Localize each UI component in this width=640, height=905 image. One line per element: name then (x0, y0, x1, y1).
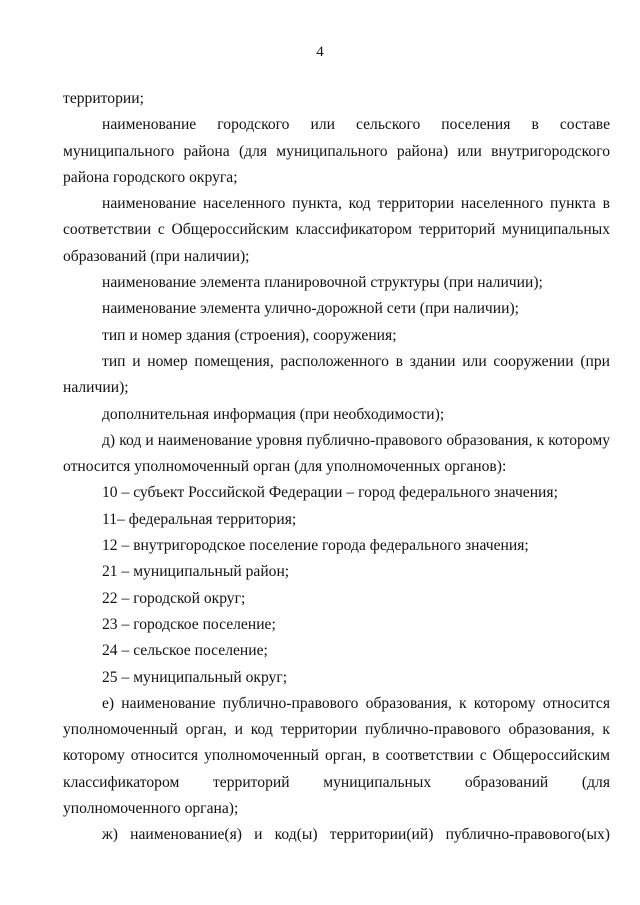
paragraph: наименование населенного пункта, код территории населенного пункта в соответствии с Общероссийским классификатором территорий муниципальных образований (при наличии); (63, 195, 610, 265)
document-body (63, 86, 610, 849)
paragraph: наименование городского или сельского поселения в составе муниципального района (для муниципального района) или внутригородского района городского округа; (63, 116, 610, 186)
paragraph: 22 – городской округ; (102, 589, 246, 607)
paragraph: наименование элемента планировочной структуры (при наличии); (102, 274, 543, 292)
paragraph: наименование элемента улично-дорожной сети (при наличии); (102, 300, 519, 318)
paragraph: е) наименование публично-правового образования, к которому относится уполномоченный орган, и код территории публично-правового образования, к которому относится уполномоченный орган, в соответствии с Общероссийским классификатором территорий муниципальных образований (для уполномоченного органа); (63, 694, 610, 818)
paragraph: 11– федеральная территория; (102, 510, 297, 528)
paragraph: д) код и наименование уровня публично-правового образования, к которому относится уполномоченный орган (для уполномоченных органов): (63, 431, 610, 476)
paragraph: 23 – городское поселение; (102, 615, 276, 633)
paragraph: 10 – субъект Российской Федерации – город федерального значения; (102, 484, 558, 502)
paragraph: 12 – внутригородское поселение города федерального значения; (102, 537, 529, 555)
page-number: 4 (316, 44, 324, 60)
paragraph: дополнительная информация (при необходимости); (102, 405, 445, 423)
paragraph: территории; (63, 90, 144, 107)
paragraph: тип и номер помещения, расположенного в здании или сооружении (при наличии); (63, 352, 610, 397)
paragraph: 21 – муниципальный район; (102, 563, 290, 581)
paragraph: тип и номер здания (строения), сооружения; (102, 326, 397, 344)
paragraph: 25 – муниципальный округ; (102, 668, 288, 686)
paragraph: ж) наименование(я) и код(ы) территории(ий) публично-правового(ых) (102, 826, 610, 844)
paragraph: 24 – сельское поселение; (102, 642, 268, 660)
